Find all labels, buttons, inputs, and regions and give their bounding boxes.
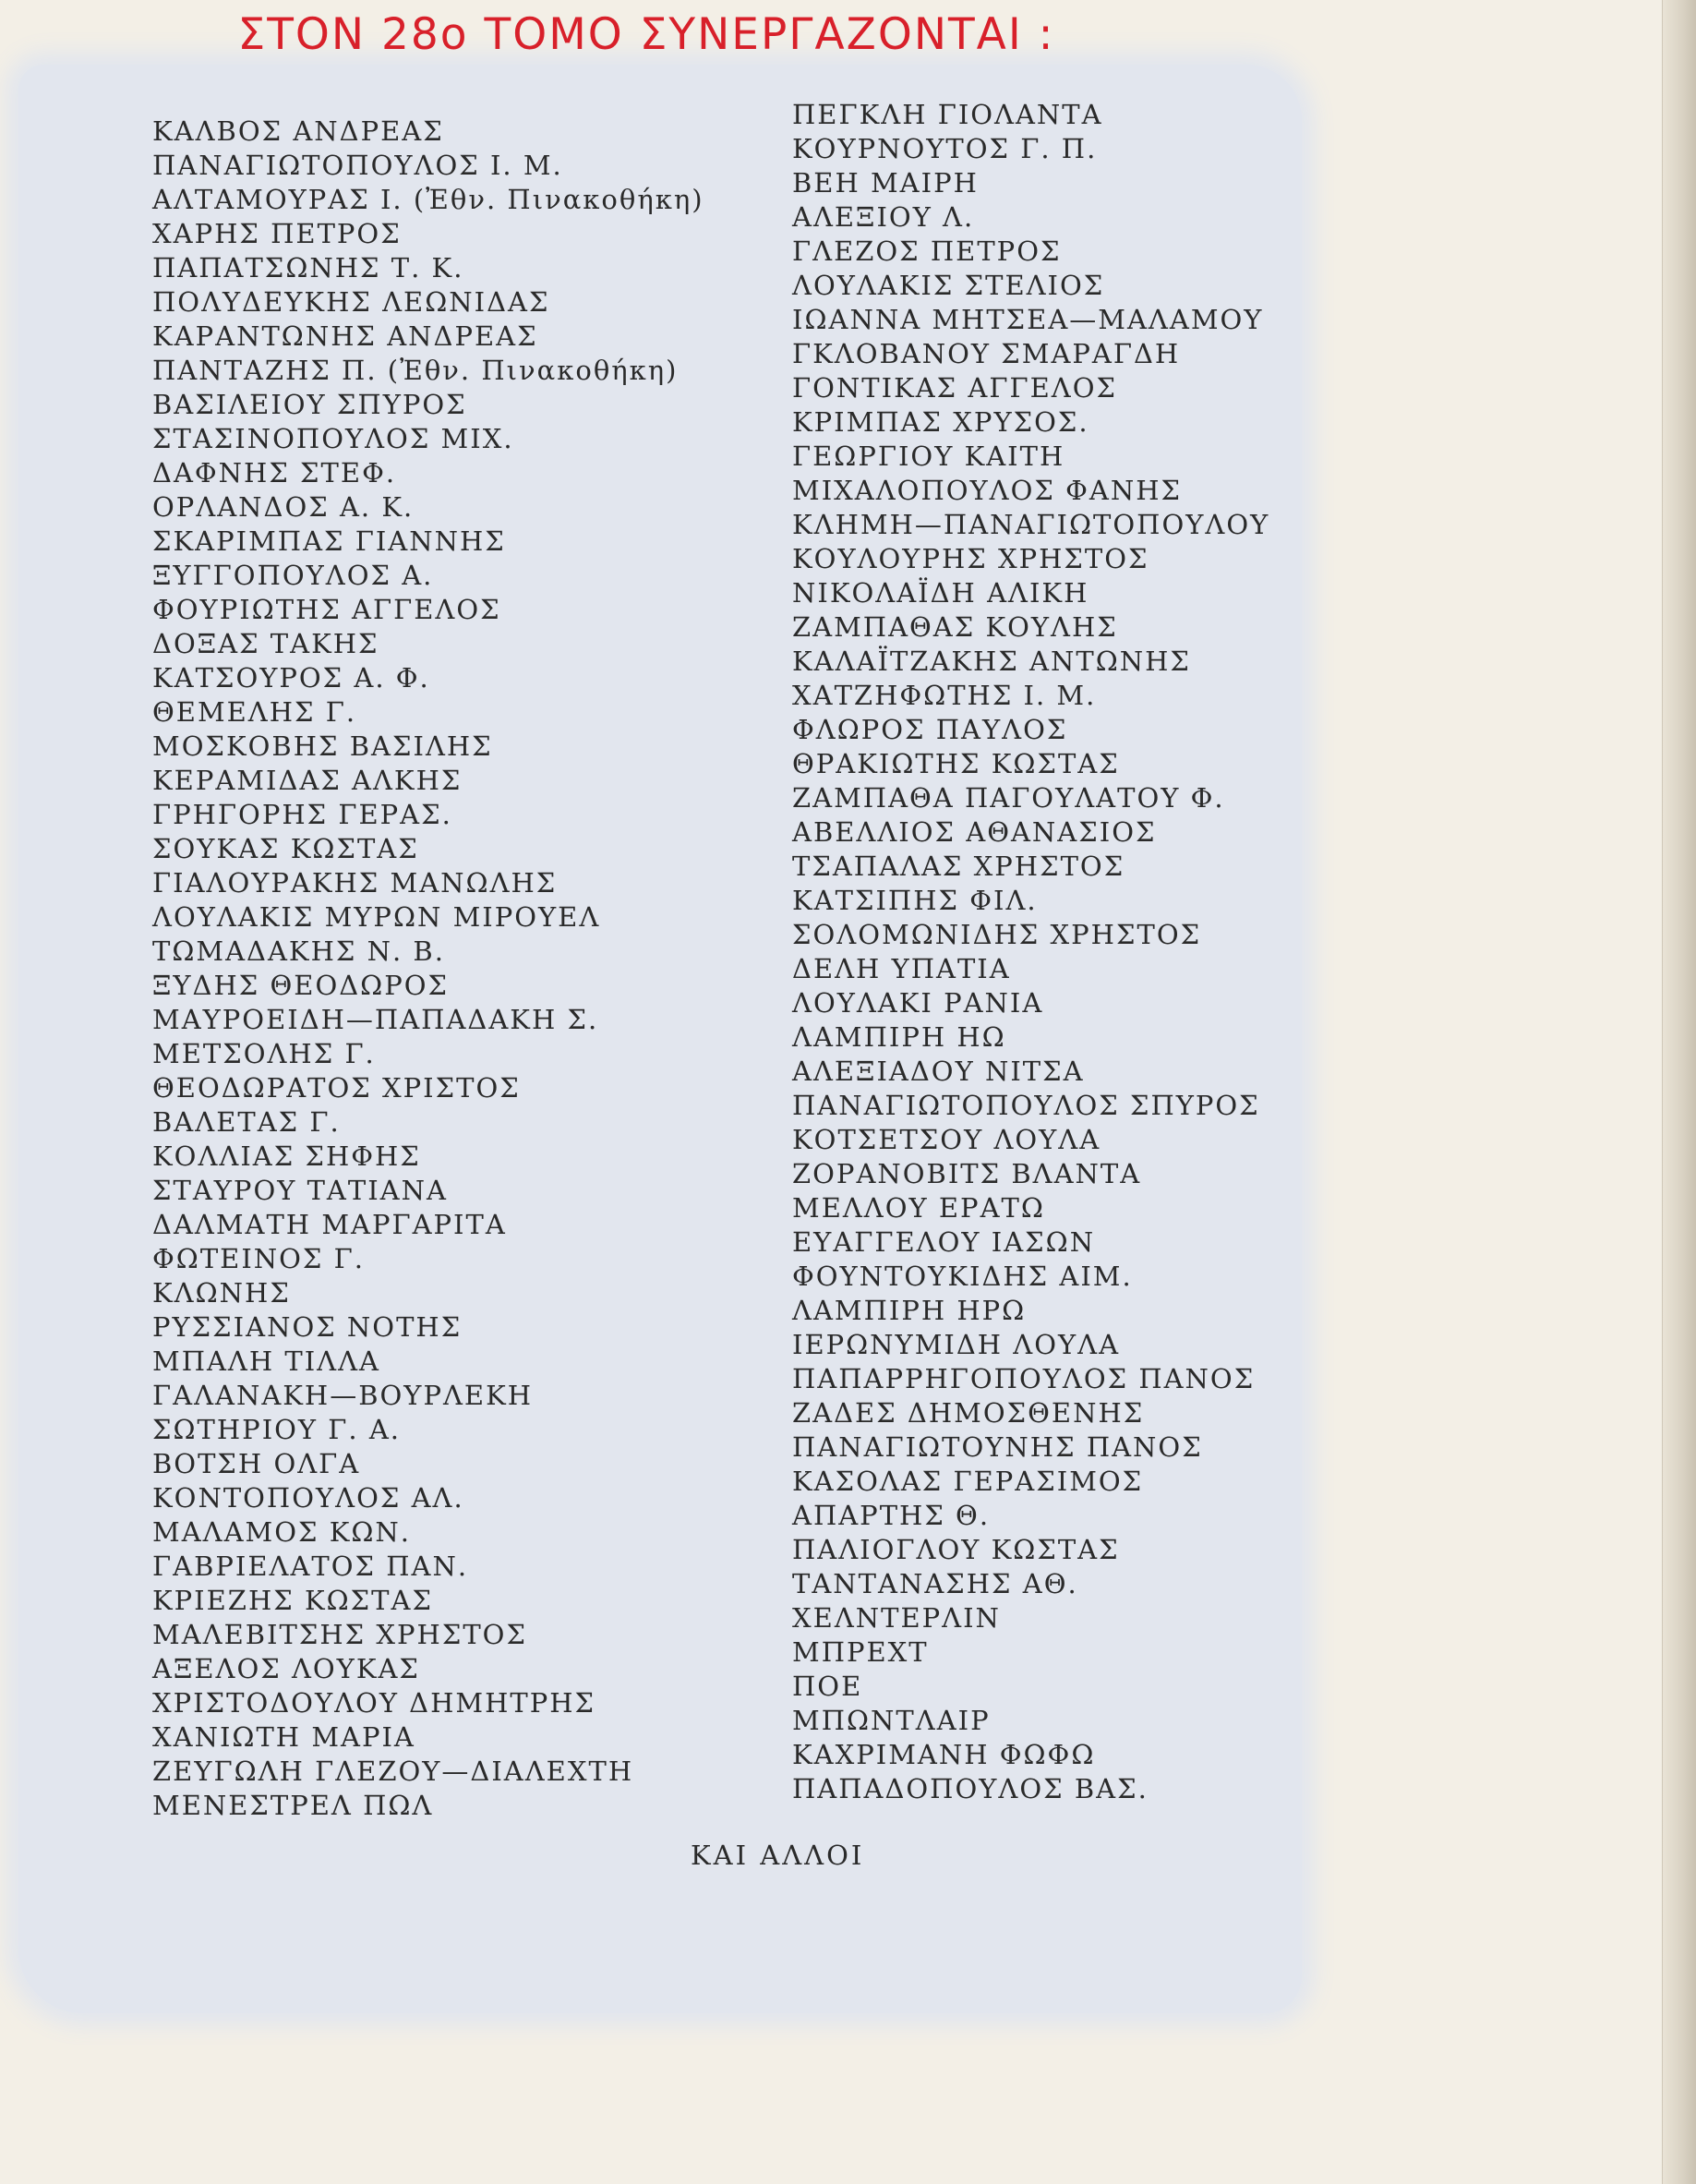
contributor-name: ΛΟΥΛΑΚΙΣ ΜΥΡΩΝ ΜΙΡΟΥΕΛ bbox=[152, 901, 601, 933]
contributors-left-column bbox=[152, 115, 704, 1823]
contributor-name: ΒΑΣΙΛΕΙΟΥ ΣΠΥΡΟΣ bbox=[152, 389, 467, 420]
contributor-name: ΓΟΝΤΙΚΑΣ ΑΓΓΕΛΟΣ bbox=[792, 372, 1117, 404]
contributor-name: ΖΕΥΓΩΛΗ ΓΛΕΖΟΥ—ΔΙΑΛΕΧΤΗ bbox=[152, 1756, 634, 1787]
contributor-name: ΑΛΕΞΙΟΥ Λ. bbox=[792, 201, 975, 233]
contributor-name: ΡΥΣΣΙΑΝΟΣ ΝΟΤΗΣ bbox=[152, 1311, 463, 1343]
contributor-name: ΣΩΤΗΡΙΟΥ Γ. Α. bbox=[152, 1414, 402, 1445]
contributor-name: ΚΟΥΛΟΥΡΗΣ ΧΡΗΣΤΟΣ bbox=[792, 543, 1149, 574]
contributor-name: ΘΕΜΕΛΗΣ Γ. bbox=[152, 696, 357, 728]
contributor-name: ΦΩΤΕΙΝΟΣ Γ. bbox=[152, 1243, 365, 1274]
contributor-name: ΛΑΜΠΙΡΗ ΗΡΩ bbox=[792, 1295, 1027, 1326]
contributor-name: ΚΡΙΕΖΗΣ ΚΩΣΤΑΣ bbox=[152, 1585, 433, 1616]
contributor-name: ΚΑΤΣΟΥΡΟΣ Α. Φ. bbox=[152, 662, 430, 694]
contributor-name: ΣΤΑΣΙΝΟΠΟΥΛΟΣ ΜΙΧ. bbox=[152, 423, 514, 454]
page-edge bbox=[1662, 0, 1696, 2184]
contributor-name: ΓΕΩΡΓΙΟΥ ΚΑΙΤΗ bbox=[792, 440, 1065, 472]
contributor-name: ΤΑΝΤΑΝΑΣΗΣ ΑΘ. bbox=[792, 1568, 1078, 1599]
contributor-name: ΚΟΤΣΕΤΣΟΥ ΛΟΥΛΑ bbox=[792, 1124, 1101, 1155]
contributor-name: ΝΙΚΟΛΑΪΔΗ ΑΛΙΚΗ bbox=[792, 577, 1089, 609]
contributor-name: ΤΣΑΠΑΛΑΣ ΧΡΗΣΤΟΣ bbox=[792, 851, 1125, 882]
contributor-name: ΣΟΥΚΑΣ ΚΩΣΤΑΣ bbox=[152, 833, 419, 864]
contributor-name: ΓΡΗΓΟΡΗΣ ΓΕΡΑΣ. bbox=[152, 799, 452, 830]
contributor-name: ΦΟΥΡΙΩΤΗΣ ΑΓΓΕΛΟΣ bbox=[152, 594, 501, 625]
contributor-name: ΜΠΩΝΤΛΑΙΡ bbox=[792, 1705, 991, 1736]
contributor-name: ΔΟΞΑΣ ΤΑΚΗΣ bbox=[152, 628, 379, 659]
contributor-name: ΓΛΕΖΟΣ ΠΕΤΡΟΣ bbox=[792, 235, 1062, 267]
contributor-name: ΚΑΛΑΪΤΖΑΚΗΣ ΑΝΤΩΝΗΣ bbox=[792, 646, 1191, 677]
contributor-name: ΑΒΕΛΛΙΟΣ ΑΘΑΝΑΣΙΟΣ bbox=[792, 816, 1157, 848]
contributor-name: ΕΥΑΓΓΕΛΟΥ ΙΑΣΩΝ bbox=[792, 1226, 1096, 1258]
contributor-name: ΙΩΑΝΝΑ ΜΗΤΣΕΑ—ΜΑΛΑΜΟΥ bbox=[792, 304, 1264, 335]
contributor-name: ΤΩΜΑΔΑΚΗΣ Ν. Β. bbox=[152, 935, 445, 967]
contributor-name: ΑΠΑΡΤΗΣ Θ. bbox=[792, 1500, 991, 1531]
contributor-name: ΘΕΟΔΩΡΑΤΟΣ ΧΡΙΣΤΟΣ bbox=[152, 1072, 521, 1104]
contributor-name: ΑΛΕΞΙΑΔΟΥ ΝΙΤΣΑ bbox=[792, 1056, 1085, 1087]
contributor-name: ΠΑΠΑΔΟΠΟΥΛΟΣ ΒΑΣ. bbox=[792, 1773, 1149, 1804]
contributor-name: ΘΡΑΚΙΩΤΗΣ ΚΩΣΤΑΣ bbox=[792, 748, 1120, 779]
contributor-name: ΚΑΤΣΙΠΗΣ ΦΙΛ. bbox=[792, 885, 1038, 916]
contributor-name: ΧΑΤΖΗΦΩΤΗΣ Ι. Μ. bbox=[792, 680, 1097, 711]
contributor-name: ΔΕΛΗ ΥΠΑΤΙΑ bbox=[792, 953, 1011, 984]
contributor-name: ΒΕΗ ΜΑΙΡΗ bbox=[792, 167, 979, 199]
contributor-name: ΠΕΓΚΛΗ ΓΙΟΛΑΝΤΑ bbox=[792, 99, 1103, 130]
contributor-name: ΑΞΕΛΟΣ ΛΟΥΚΑΣ bbox=[152, 1653, 420, 1684]
contributor-name: ΜΕΛΛΟΥ ΕΡΑΤΩ bbox=[792, 1192, 1045, 1224]
contributor-name: ΧΕΛΝΤΕΡΛΙΝ bbox=[792, 1602, 1001, 1634]
contributor-name: ΞΥΔΗΣ ΘΕΟΔΩΡΟΣ bbox=[152, 970, 450, 1001]
contributor-name: ΚΑΧΡΙΜΑΝΗ ΦΩΦΩ bbox=[792, 1739, 1096, 1770]
contributor-name: ΠΑΝΤΑΖΗΣ Π. (Ἐθν. Πινακοθήκη) bbox=[152, 355, 679, 386]
contributor-name: ΣΚΑΡΙΜΠΑΣ ΓΙΑΝΝΗΣ bbox=[152, 525, 506, 557]
contributor-name: ΧΑΝΙΩΤΗ ΜΑΡΙΑ bbox=[152, 1721, 415, 1753]
contributor-name: ΠΑΝΑΓΙΩΤΟΥΝΗΣ ΠΑΝΟΣ bbox=[792, 1431, 1203, 1463]
footer-and-others: ΚΑΙ ΑΛΛΟΙ bbox=[691, 1840, 865, 1871]
contributor-name: ΓΑΒΡΙΕΛΑΤΟΣ ΠΑΝ. bbox=[152, 1551, 469, 1582]
contributor-name: ΜΑΛΕΒΙΤΣΗΣ ΧΡΗΣΤΟΣ bbox=[152, 1619, 527, 1650]
contributor-name: ΜΕΤΣΟΛΗΣ Γ. bbox=[152, 1038, 376, 1069]
contributor-name: ΔΑΛΜΑΤΗ ΜΑΡΓΑΡΙΤΑ bbox=[152, 1209, 507, 1240]
contributor-name: ΛΑΜΠΙΡΗ ΗΩ bbox=[792, 1021, 1006, 1053]
contributor-name: ΒΟΤΣΗ ΟΛΓΑ bbox=[152, 1448, 361, 1479]
contributor-name: ΠΑΝΑΓΙΩΤΟΠΟΥΛΟΣ ΣΠΥΡΟΣ bbox=[792, 1090, 1260, 1121]
contributor-name: ΚΕΡΑΜΙΔΑΣ ΑΛΚΗΣ bbox=[152, 765, 463, 796]
contributor-name: ΚΡΙΜΠΑΣ ΧΡΥΣΟΣ. bbox=[792, 406, 1089, 438]
contributor-name: ΚΛΩΝΗΣ bbox=[152, 1277, 291, 1309]
contributor-name: ΣΟΛΟΜΩΝΙΔΗΣ ΧΡΗΣΤΟΣ bbox=[792, 919, 1202, 950]
contributor-name: ΧΑΡΗΣ ΠΕΤΡΟΣ bbox=[152, 218, 402, 249]
contributor-name: ΒΑΛΕΤΑΣ Γ. bbox=[152, 1106, 341, 1138]
contributor-name: ΟΡΛΑΝΔΟΣ Α. Κ. bbox=[152, 491, 415, 523]
contributor-name: ΜΕΝΕΣΤΡΕΛ ΠΩΛ bbox=[152, 1790, 434, 1821]
contributor-name: ΜΠΡΕΧΤ bbox=[792, 1636, 929, 1668]
contributor-name: ΖΟΡΑΝΟΒΙΤΣ ΒΛΑΝΤΑ bbox=[792, 1158, 1142, 1189]
contributor-name: ΧΡΙΣΤΟΔΟΥΛΟΥ ΔΗΜΗΤΡΗΣ bbox=[152, 1687, 596, 1719]
contributor-name: ΖΑΜΠΑΘΑΣ ΚΟΥΛΗΣ bbox=[792, 611, 1118, 643]
contributor-name: ΚΛΗΜΗ—ΠΑΝΑΓΙΩΤΟΠΟΥΛΟΥ bbox=[792, 509, 1270, 540]
contributor-name: ΣΤΑΥΡΟΥ ΤΑΤΙΑΝΑ bbox=[152, 1175, 448, 1206]
contributor-name: ΜΙΧΑΛΟΠΟΥΛΟΣ ΦΑΝΗΣ bbox=[792, 475, 1182, 506]
contributor-name: ΚΟΝΤΟΠΟΥΛΟΣ ΑΛ. bbox=[152, 1482, 464, 1514]
contributor-name: ΛΟΥΛΑΚΙ ΡΑΝΙΑ bbox=[792, 987, 1044, 1019]
contributor-name: ΚΑΣΟΛΑΣ ΓΕΡΑΣΙΜΟΣ bbox=[792, 1466, 1144, 1497]
contributor-name: ΚΑΛΒΟΣ ΑΝΔΡΕΑΣ bbox=[152, 115, 444, 147]
page-title: ΣΤΟΝ 28ο ΤΟΜΟ ΣΥΝΕΡΓΑΖΟΝΤΑΙ : bbox=[237, 9, 1055, 60]
contributor-name: ΜΠΑΛΗ ΤΙΛΛΑ bbox=[152, 1345, 381, 1377]
contributor-name: ΓΑΛΑΝΑΚΗ—ΒΟΥΡΛΕΚΗ bbox=[152, 1380, 534, 1411]
contributor-name: ΙΕΡΩΝΥΜΙΔΗ ΛΟΥΛΑ bbox=[792, 1329, 1121, 1360]
contributor-name: ΚΟΛΛΙΑΣ ΣΗΦΗΣ bbox=[152, 1140, 421, 1172]
contributor-name: ΠΑΛΙΟΓΛΟΥ ΚΩΣΤΑΣ bbox=[792, 1534, 1120, 1565]
contributor-name: ΞΥΓΓΟΠΟΥΛΟΣ Α. bbox=[152, 560, 434, 591]
contributor-name: ΚΑΡΑΝΤΩΝΗΣ ΑΝΔΡΕΑΣ bbox=[152, 320, 538, 352]
contributor-name: ΠΟΕ bbox=[792, 1671, 863, 1702]
contributor-name: ΔΑΦΝΗΣ ΣΤΕΦ. bbox=[152, 457, 397, 489]
contributor-name: ΜΟΣΚΟΒΗΣ ΒΑΣΙΛΗΣ bbox=[152, 730, 493, 762]
contributor-name: ΠΟΛΥΔΕΥΚΗΣ ΛΕΩΝΙΔΑΣ bbox=[152, 286, 550, 318]
contributor-name: ΓΙΑΛΟΥΡΑΚΗΣ ΜΑΝΩΛΗΣ bbox=[152, 867, 558, 899]
contributors-right-column bbox=[792, 98, 1269, 1806]
contributor-name: ΦΟΥΝΤΟΥΚΙΔΗΣ ΑΙΜ. bbox=[792, 1261, 1133, 1292]
contributor-name: ΠΑΝΑΓΙΩΤΟΠΟΥΛΟΣ Ι. Μ. bbox=[152, 150, 563, 181]
contributor-name: ΓΚΛΟΒΑΝΟΥ ΣΜΑΡΑΓΔΗ bbox=[792, 338, 1181, 369]
contributor-name: ΖΑΜΠΑΘΑ ΠΑΓΟΥΛΑΤΟΥ Φ. bbox=[792, 782, 1225, 814]
contributor-name: ΠΑΠΑΡΡΗΓΟΠΟΥΛΟΣ ΠΑΝΟΣ bbox=[792, 1363, 1256, 1394]
contributor-name: ΚΟΥΡΝΟΥΤΟΣ Γ. Π. bbox=[792, 133, 1098, 164]
contributor-name: ΜΑΛΑΜΟΣ ΚΩΝ. bbox=[152, 1516, 412, 1548]
contributor-name: ΦΛΩΡΟΣ ΠΑΥΛΟΣ bbox=[792, 714, 1068, 745]
contributor-name: ΜΑΥΡΟΕΙΔΗ—ΠΑΠΑΔΑΚΗ Σ. bbox=[152, 1004, 599, 1035]
contributor-name: ΛΟΥΛΑΚΙΣ ΣΤΕΛΙΟΣ bbox=[792, 270, 1105, 301]
contributor-name: ΠΑΠΑΤΣΩΝΗΣ Τ. Κ. bbox=[152, 252, 464, 284]
contributor-name: ΑΛΤΑΜΟΥΡΑΣ Ι. (Ἐθν. Πινακοθήκη) bbox=[152, 184, 704, 215]
contributor-name: ΖΑΔΕΣ ΔΗΜΟΣΘΕΝΗΣ bbox=[792, 1397, 1145, 1429]
